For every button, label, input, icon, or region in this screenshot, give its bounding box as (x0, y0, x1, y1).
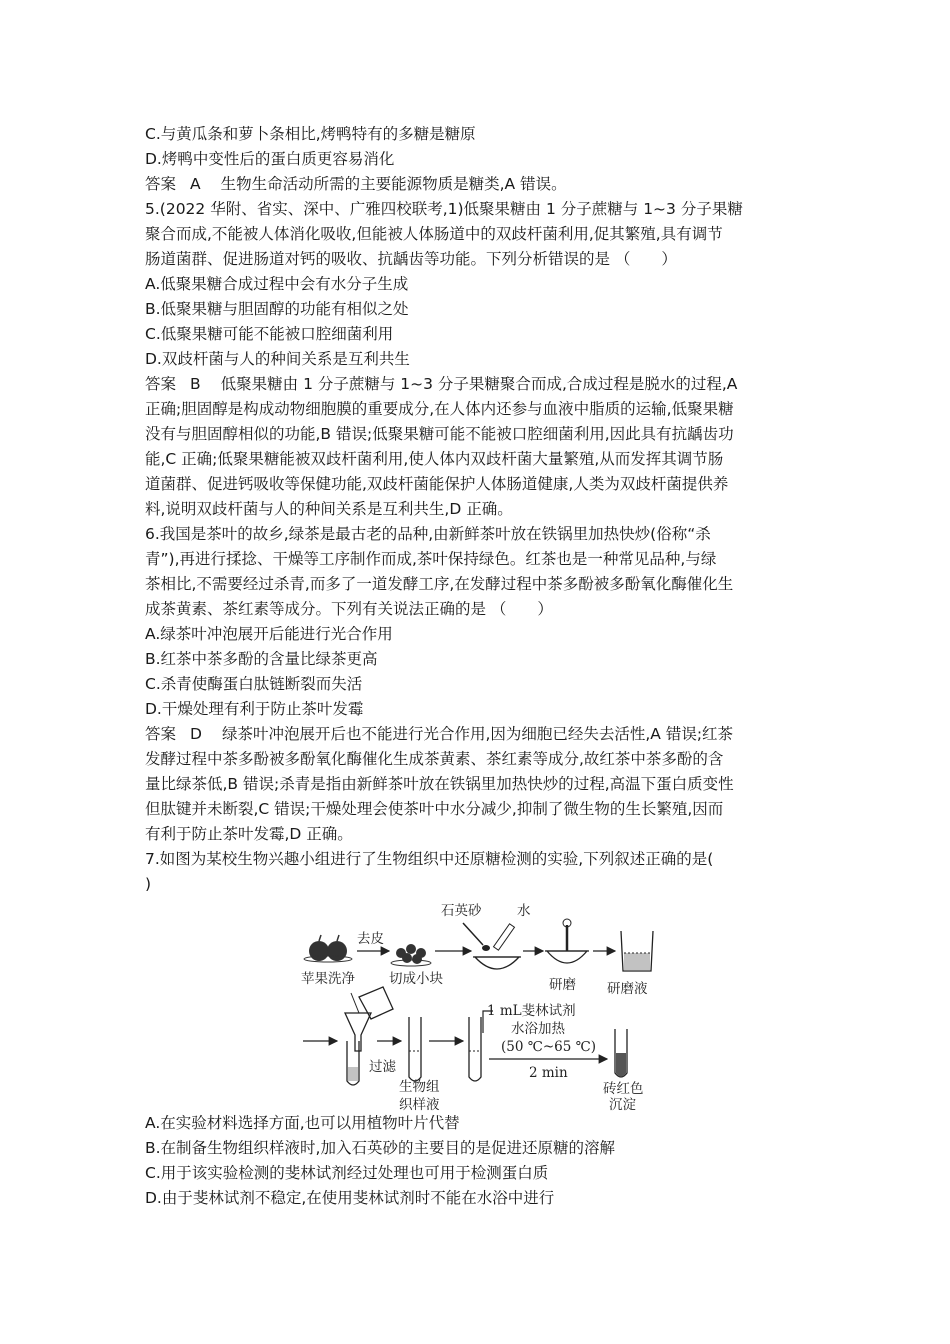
q6-answer-line: 但肽键并未断裂,C 错误;干燥处理会使茶叶中水分减少,抑制了微生物的生长繁殖,因而 (145, 800, 724, 818)
answer-label: 答案 (145, 725, 177, 743)
label-water: 水 (517, 903, 531, 919)
q6-option-b: B.红茶中茶多酚的含量比绿茶更高 (145, 650, 378, 668)
q5-stem-line: 5.(2022 华附、省实、深中、广雅四校联考,1)低聚果糖由 1 分子蔗糖与 1~3 分子果糖 (145, 200, 743, 218)
label-reagent: 1 mL斐林试剂 (487, 1003, 576, 1019)
q7-option-a: A.在实验材料选择方面,也可以用植物叶片代替 (145, 1114, 460, 1132)
q5-option-a: A.低聚果糖合成过程中会有水分子生成 (145, 275, 409, 293)
q6-option-c: C.杀青使酶蛋白肽链断裂而失活 (145, 675, 363, 693)
label-wash: 苹果洗净 (301, 971, 355, 987)
answer-label: 答案 (145, 375, 177, 393)
pipette-icon (494, 924, 515, 950)
q5-answer (145, 372, 813, 397)
q7-stem-line: ) (145, 875, 152, 893)
spoon-icon (463, 923, 490, 951)
label-cut: 切成小块 (389, 971, 443, 987)
answer-explanation: 低聚果糖由 1 分子蔗糖与 1~3 分子果糖聚合而成,合成过程是脱水的过程,A (220, 375, 738, 393)
q5-option-d: D.双歧杆菌与人的种间关系是互利共生 (145, 350, 410, 368)
experiment-diagram (297, 901, 697, 1111)
q7-stem-line: 7.如图为某校生物兴趣小组进行了生物组织中还原糖检测的实验,下列叙述正确的是( (145, 850, 714, 868)
apples-icon (304, 935, 352, 962)
document-page (145, 122, 813, 1211)
q5-answer-line: 能,C 正确;低聚果糖能被双歧杆菌利用,使人体内双歧杆菌大量繁殖,从而发挥其调节肠 (145, 450, 724, 468)
experiment-figure (297, 901, 697, 1111)
answer-explanation: 绿茶叶冲泡展开后也不能进行光合作用,因为细胞已经失去活性,A 错误;红茶 (221, 725, 734, 743)
mortar-icon (473, 957, 521, 969)
reagent-tube-icon (469, 1017, 481, 1081)
q6-answer (145, 722, 813, 747)
q6-stem-line: 成茶黄素、茶红素等成分。下列有关说法正确的是 （ ） (145, 600, 553, 618)
result-tube-icon (615, 1029, 627, 1077)
q6-answer-line: 有利于防止茶叶发霉,D 正确。 (145, 825, 353, 843)
answer-key: D (190, 725, 202, 743)
label-peel: 去皮 (357, 931, 384, 947)
test-tube-icon (347, 1041, 359, 1085)
q5-answer-line: 没有与胆固醇相似的功能,B 错误;低聚果糖可能不能被口腔细菌利用,因此具有抗龋齿功 (145, 425, 734, 443)
label-temp: (50 ℃~65 ℃) (501, 1039, 596, 1055)
label-bath: 水浴加热 (511, 1021, 565, 1037)
q6-stem-line: 青”),再进行揉捻、干燥等工序制作而成,茶叶保持绿色。红茶也是一种常见品种,与绿 (145, 550, 717, 568)
answer-key: A (190, 175, 201, 193)
q4-answer (145, 172, 813, 197)
q5-option-b: B.低聚果糖与胆固醇的功能有相似之处 (145, 300, 409, 318)
grinding-mortar-icon (545, 919, 589, 963)
apple-chunks-icon (391, 944, 431, 966)
label-slurry: 研磨液 (607, 981, 648, 997)
q6-option-d: D.干燥处理有利于防止茶叶发霉 (145, 700, 364, 718)
beaker-icon (621, 931, 653, 971)
q7-option-b: B.在制备生物组织样液时,加入石英砂的主要目的是促进还原糖的溶解 (145, 1139, 615, 1157)
q5-stem-line: 聚合而成,不能被人体消化吸收,但能被人体肠道中的双歧杆菌利用,促其繁殖,具有调节 (145, 225, 723, 243)
label-sample-1: 生物组 (399, 1079, 440, 1095)
q5-option-c: C.低聚果糖可能不能被口腔细菌利用 (145, 325, 394, 343)
q6-answer-line: 量比绿茶低,B 错误;杀青是指由新鲜茶叶放在铁锅里加热快炒的过程,高温下蛋白质变性 (145, 775, 734, 793)
label-time: 2 min (529, 1065, 568, 1081)
label-precip-2: 沉淀 (609, 1097, 636, 1111)
q7-option-d: D.由于斐林试剂不稳定,在使用斐林试剂时不能在水浴中进行 (145, 1189, 555, 1207)
q6-stem-line: 茶相比,不需要经过杀青,而多了一道发酵工序,在发酵过程中茶多酚被多酚氧化酶催化生 (145, 575, 734, 593)
label-grind: 研磨 (549, 977, 576, 993)
label-sample-2: 织样液 (399, 1097, 440, 1111)
sample-tube-icon (409, 1017, 421, 1081)
q4-option-d: D.烤鸭中变性后的蛋白质更容易消化 (145, 150, 395, 168)
label-quartz: 石英砂 (441, 903, 482, 919)
q5-answer-line: 料,说明双歧杆菌与人的种间关系是互利共生,D 正确。 (145, 500, 513, 518)
q6-option-a: A.绿茶叶冲泡展开后能进行光合作用 (145, 625, 393, 643)
q5-answer-line: 正确;胆固醇是构成动物细胞膜的重要成分,在人体内还参与血液中脂质的运输,低聚果糖 (145, 400, 734, 418)
answer-label: 答案 (145, 175, 177, 193)
q4-option-c: C.与黄瓜条和萝卜条相比,烤鸭特有的多糖是糖原 (145, 125, 476, 143)
answer-explanation: 生物生命活动所需的主要能源物质是糖类,A 错误。 (220, 175, 567, 193)
answer-key: B (190, 375, 201, 393)
label-precip-1: 砖红色 (603, 1081, 644, 1097)
label-filter: 过滤 (369, 1059, 396, 1075)
q5-stem-line: 肠道菌群、促进肠道对钙的吸收、抗龋齿等功能。下列分析错误的是 （ ） (145, 250, 677, 268)
q6-stem-line: 6.我国是茶叶的故乡,绿茶是最古老的品种,由新鲜茶叶放在铁锅里加热快炒(俗称“杀 (145, 525, 711, 543)
q7-option-c: C.用于该实验检测的斐林试剂经过处理也可用于检测蛋白质 (145, 1164, 549, 1182)
q5-answer-line: 道菌群、促进钙吸收等保健功能,双歧杆菌能保护人体肠道健康,人类为双歧杆菌提供养 (145, 475, 729, 493)
q6-answer-line: 发酵过程中茶多酚被多酚氧化酶催化生成茶黄素、茶红素等成分,故红茶中茶多酚的含 (145, 750, 724, 768)
